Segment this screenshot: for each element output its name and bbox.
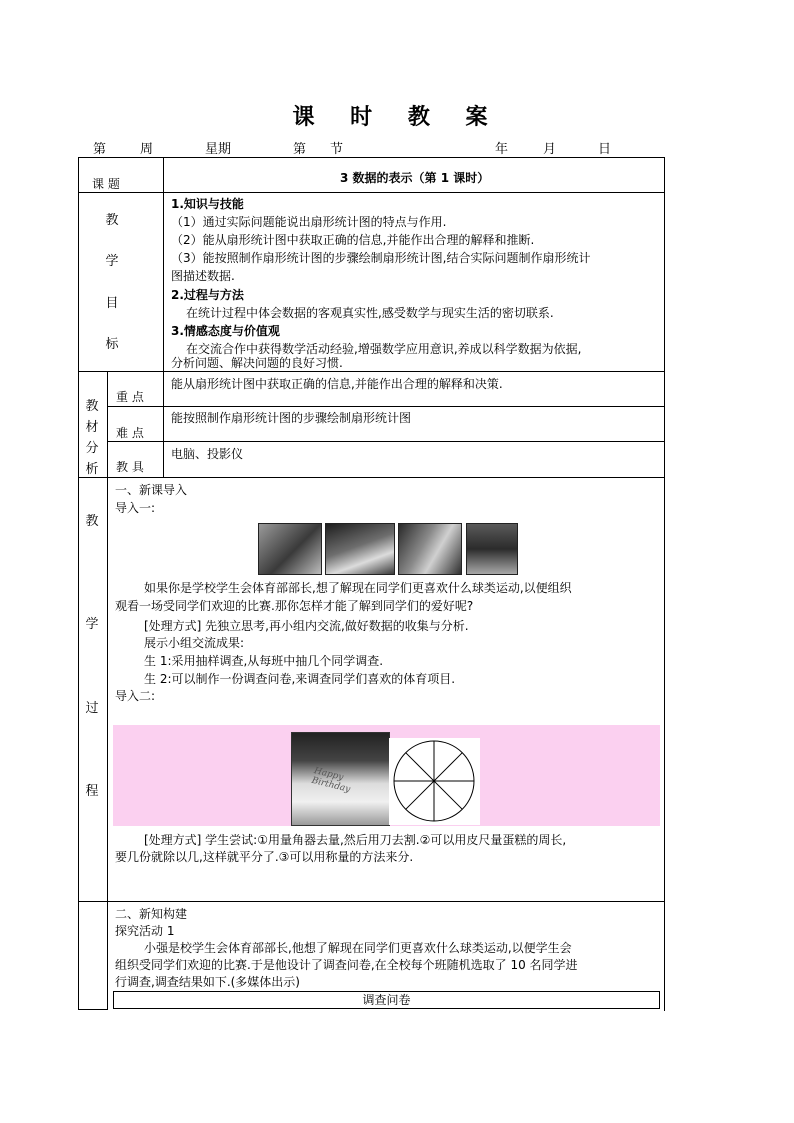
- header-yue: 月: [543, 142, 557, 157]
- analysis-side-1: 教: [85, 399, 99, 414]
- volleyball-photo: [325, 523, 395, 575]
- show-results: 展示小组交流成果:: [144, 636, 245, 650]
- method-2b: 要几份就除以几,这样就平分了.③可以用称量的方法来分.: [115, 850, 414, 864]
- analysis-side-2: 材: [85, 420, 99, 435]
- objective-line-3b: 图描述数据.: [171, 269, 235, 283]
- process-side-4: 程: [85, 784, 99, 799]
- objective-heading-2: 2.过程与方法: [171, 288, 244, 302]
- objective-line-5a: 在交流合作中获得数学活动经验,增强数学应用意识,养成以科学数据为依据,: [186, 342, 582, 356]
- key-label: 重 点: [116, 390, 144, 404]
- survey-box: [113, 991, 660, 1009]
- analysis-side-3: 分: [85, 441, 99, 456]
- student-1-answer: 生 1:采用抽样调查,从每班中抽几个同学调查.: [144, 654, 384, 668]
- difficulty-label: 难 点: [116, 426, 144, 440]
- header-di: 第: [93, 142, 107, 157]
- activity-1-label: 探究活动 1: [115, 924, 175, 938]
- objective-line-2: （2）能从扇形统计图中获取正确的信息,并能作出合理的解释和推断.: [171, 233, 535, 247]
- objective-line-3a: （3）能按照制作扇形统计图的步骤绘制扇形统计图,结合实际问题制作扇形统计: [171, 251, 591, 265]
- header-ri: 日: [598, 142, 612, 157]
- header-nian: 年: [495, 142, 509, 157]
- header-jie: 节: [330, 142, 344, 157]
- intro-1-label: 导入一:: [115, 501, 156, 515]
- divided-circle-diagram: [389, 738, 480, 825]
- objective-line-4: 在统计过程中体会数据的客观真实性,感受数学与现实生活的密切联系.: [186, 306, 554, 320]
- process-side-2: 学: [85, 617, 99, 632]
- soccer-photo: [466, 523, 518, 575]
- objective-line-5b: 分析问题、解决问题的良好习惯.: [171, 356, 343, 370]
- method-1: [处理方式] 先独立思考,再小组内交流,做好数据的收集与分析.: [144, 619, 469, 633]
- analysis-side-4: 析: [85, 462, 99, 477]
- birthday-cake-photo: [291, 732, 390, 826]
- method-2a: [处理方式] 学生尝试:①用量角器去量,然后用刀去割.②可以用皮尺量蛋糕的周长,: [144, 833, 567, 847]
- objectives-side-2: 学: [105, 254, 119, 269]
- objective-heading-3: 3.情感态度与价值观: [171, 324, 280, 338]
- page-title: 课 时 教 案: [292, 104, 502, 130]
- student-2-answer: 生 2:可以制作一份调查问卷,来调查同学们喜欢的体育项目.: [144, 672, 456, 686]
- basketball-photo: [398, 523, 462, 575]
- paragraph-2b: 组织受同学们欢迎的比赛.于是他设计了调查问卷,在全校每个班随机选取了 10 名同学进: [115, 958, 578, 972]
- paragraph-1b: 观看一场受同学们欢迎的比赛.那你怎样才能了解到同学们的爱好呢?: [115, 599, 474, 613]
- topic-value: 3 数据的表示（第 1 课时）: [340, 171, 490, 185]
- tools-value: 电脑、投影仪: [171, 447, 244, 461]
- table-tennis-photo: [258, 523, 322, 575]
- topic-label: 课 题: [92, 177, 120, 191]
- section-2-heading: 二、新知构建: [115, 907, 188, 921]
- header-di2: 第: [293, 142, 307, 157]
- cake-text: Happy Birthday: [310, 766, 352, 795]
- tools-label: 教 具: [116, 460, 144, 474]
- paragraph-1a: 如果你是学校学生会体育部部长,想了解现在同学们更喜欢什么球类运动,以便组织: [144, 581, 572, 595]
- objective-line-1: （1）通过实际问题能说出扇形统计图的特点与作用.: [171, 215, 447, 229]
- process-side-1: 教: [85, 514, 99, 529]
- header-xingqi: 星期: [205, 142, 232, 157]
- paragraph-2a: 小强是校学生会体育部部长,他想了解现在同学们更喜欢什么球类运动,以便学生会: [144, 941, 572, 955]
- objectives-side-3: 目: [105, 296, 119, 311]
- paragraph-2c: 行调查,调查结果如下.(多媒体出示): [115, 975, 300, 989]
- section-1-heading: 一、新课导入: [115, 483, 188, 497]
- key-value: 能从扇形统计图中获取正确的信息,并能作出合理的解释和决策.: [171, 377, 503, 391]
- objectives-side-4: 标: [105, 337, 119, 352]
- objective-heading-1: 1.知识与技能: [171, 197, 244, 211]
- intro-2-label: 导入二:: [115, 689, 156, 703]
- objectives-side-1: 教: [105, 213, 119, 228]
- header-zhou: 周: [140, 142, 154, 157]
- process-side-3: 过: [85, 701, 99, 716]
- difficulty-value: 能按照制作扇形统计图的步骤绘制扇形统计图: [171, 411, 412, 425]
- survey-title: 调查问卷: [362, 993, 411, 1007]
